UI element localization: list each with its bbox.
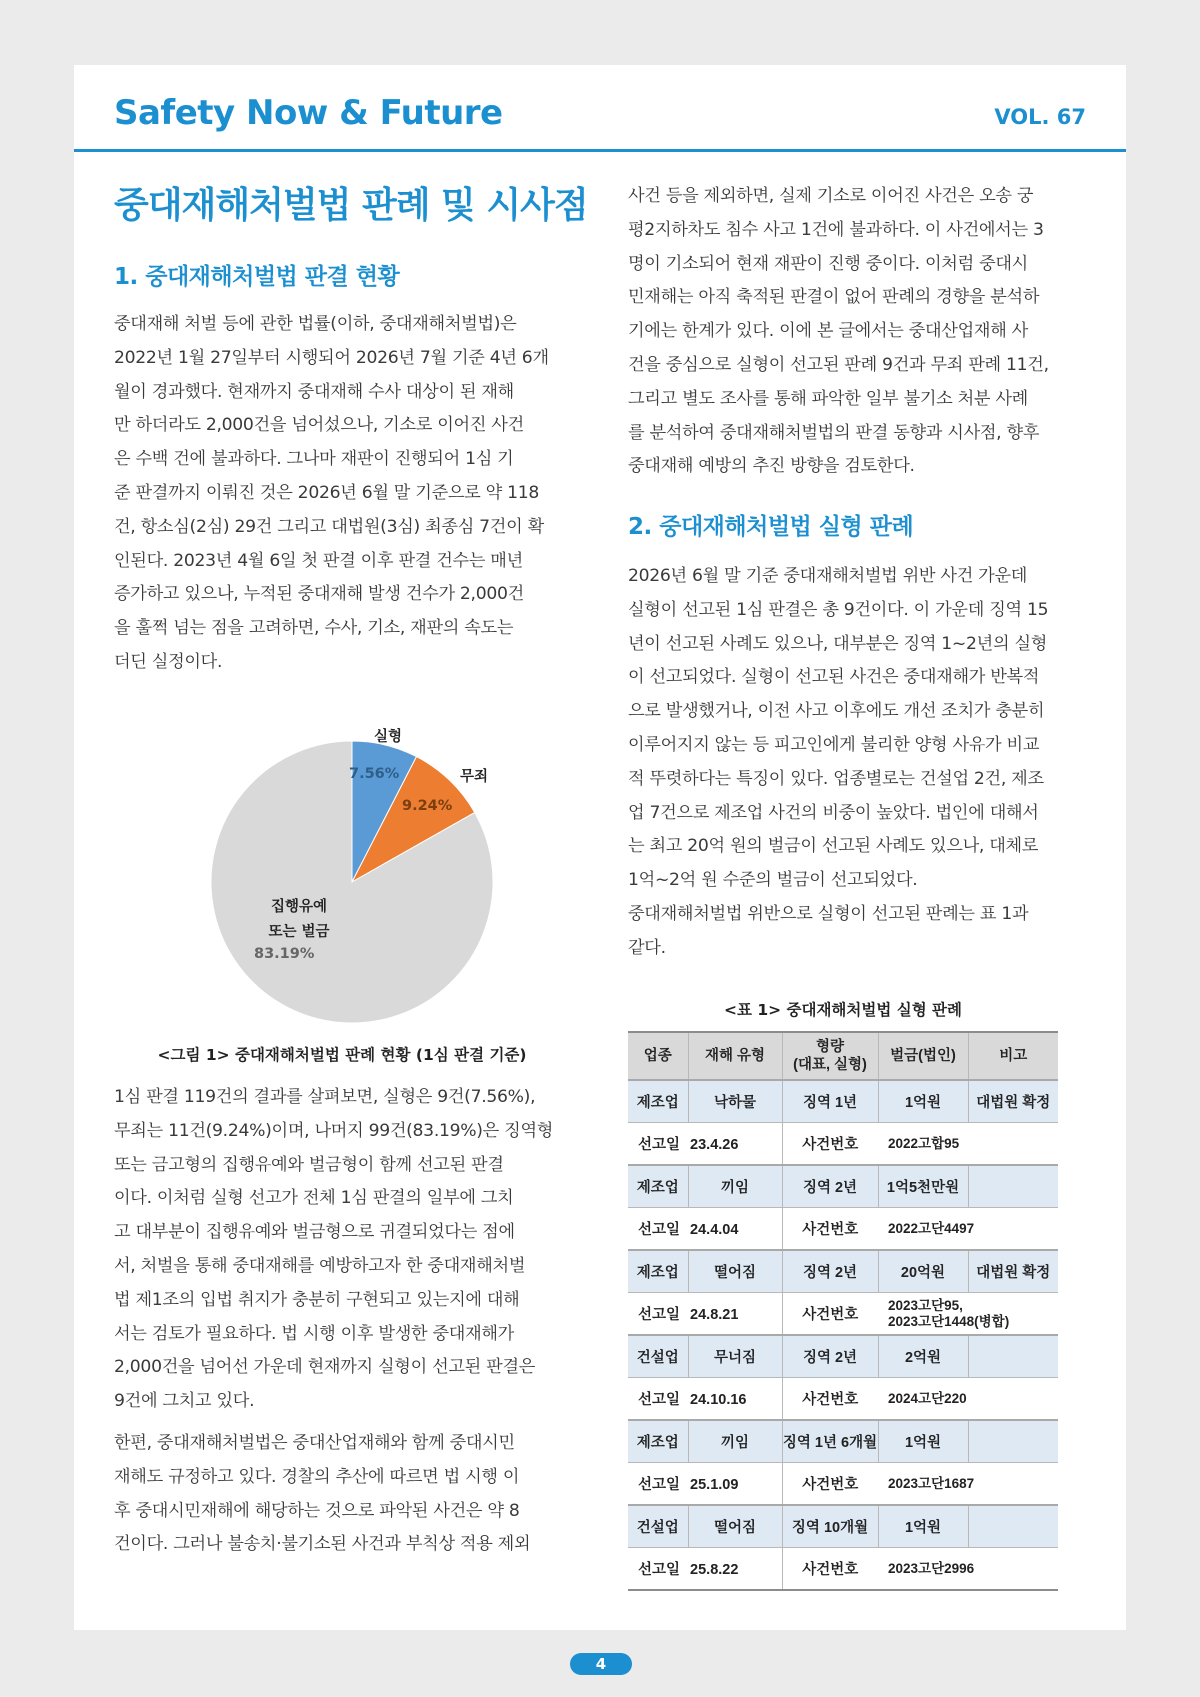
case-number-label: 사건번호 — [782, 1123, 878, 1166]
pie-label-silhyeong: 실형 — [374, 729, 403, 745]
text-line: 더딘 실정이다. — [114, 651, 223, 672]
table-header-cell: 재해 유형 — [688, 1032, 782, 1080]
table-row — [628, 1335, 1058, 1378]
table-cell-fine: 1억원 — [878, 1080, 968, 1123]
article-title: 중대재해처벌법 판례 및 시사점 — [114, 185, 588, 226]
text-line: 업 7건으로 제조업 사건의 비중이 높았다. 법인에 대해서 — [628, 802, 1039, 823]
page-number: 4 — [570, 1653, 632, 1675]
magazine-title: Safety Now & Future — [114, 93, 503, 133]
case-number-cell: 2024고단220 — [878, 1378, 1058, 1421]
text-line: 무죄는 11건(9.24%)이며, 나머지 99건(83.19%)은 징역형 — [114, 1120, 554, 1141]
table-cell-type: 떨어짐 — [688, 1250, 782, 1293]
table-row — [628, 1080, 1058, 1123]
text-line: 만 하더라도 2,000건을 넘어섰으나, 기소로 이어진 사건 — [114, 415, 524, 436]
text-line: 건을 중심으로 실형이 선고된 판례 9건과 무죄 판례 11건, — [628, 354, 1049, 375]
table-cell-industry: 건설업 — [628, 1335, 688, 1378]
case-number-cell: 2022고합95 — [878, 1123, 1058, 1166]
text-line: 을 훌쩍 넘는 점을 고려하면, 수사, 기소, 재판의 속도는 — [114, 618, 514, 639]
sentence-date-cell: 선고일 24.10.16 — [628, 1378, 782, 1421]
paragraph-intro — [114, 308, 570, 680]
table-cell-type: 떨어짐 — [688, 1505, 782, 1548]
table-cell-sentence: 징역 2년 — [782, 1250, 878, 1293]
pie-pct-muje: 9.24% — [402, 798, 453, 814]
text-line: 은 수백 건에 불과하다. 그나마 재판이 진행되어 1심 기 — [114, 449, 514, 470]
table-cell-industry: 제조업 — [628, 1250, 688, 1293]
paragraph-results — [114, 1081, 570, 1419]
table-cell-note: 대법원 확정 — [968, 1080, 1058, 1123]
text-line: 인된다. 2023년 4월 6일 첫 판결 이후 판결 건수는 매년 — [114, 550, 523, 571]
text-line: 또는 금고형의 집행유예와 벌금형이 함께 선고된 판결 — [114, 1154, 504, 1175]
table-caption: <표 1> 중대재해처벌법 실형 판례 — [723, 1001, 963, 1019]
paragraph-sentences — [628, 560, 1084, 966]
sentence-date-cell: 선고일 25.1.09 — [628, 1463, 782, 1506]
paragraph-continuation — [628, 180, 1084, 484]
table-row — [628, 1420, 1058, 1463]
text-line: 고 대부분이 집행유예와 벌금형으로 귀결되었다는 점에 — [114, 1222, 515, 1243]
text-line: 중대재해 예방의 추진 방향을 검토한다. — [628, 456, 915, 477]
sentence-table — [628, 1031, 1058, 1591]
table-header-cell: 업종 — [628, 1032, 688, 1080]
figure-caption: <그림 1> 중대재해처벌법 판례 현황 (1심 판결 기준) — [157, 1046, 527, 1064]
text-line: 재해도 규정하고 있다. 경찰의 추산에 따르면 법 시행 이 — [114, 1466, 520, 1487]
text-line: 명이 기소되어 현재 재판이 진행 중이다. 이처럼 중대시 — [628, 253, 1028, 274]
sentence-date-cell: 선고일 24.8.21 — [628, 1293, 782, 1336]
table-cell-note — [968, 1505, 1058, 1548]
text-line: 1억~2억 원 수준의 벌금이 선고되었다. — [628, 870, 918, 891]
paragraph-civil — [114, 1427, 570, 1562]
text-line: 는 최고 20억 원의 벌금이 선고된 사례도 있으나, 대체로 — [628, 836, 1039, 857]
table-header-cell: 벌금(법인) — [878, 1032, 968, 1080]
table-detail-row — [628, 1548, 1058, 1591]
case-number-cell: 2023고단2996 — [878, 1548, 1058, 1591]
case-number-label: 사건번호 — [782, 1548, 878, 1591]
text-line: 이 선고되었다. 실형이 선고된 사건은 중대재해가 반복적 — [628, 667, 1040, 688]
table-header-cell: 비고 — [968, 1032, 1058, 1080]
text-line: 법 제1조의 입법 취지가 충분히 구현되고 있는지에 대해 — [114, 1289, 520, 1310]
table-cell-note — [968, 1165, 1058, 1208]
table-cell-fine: 2억원 — [878, 1335, 968, 1378]
table-cell-industry: 제조업 — [628, 1080, 688, 1123]
table-cell-fine: 20억원 — [878, 1250, 968, 1293]
case-number-label: 사건번호 — [782, 1208, 878, 1251]
pie-label-suspended: 집행유예 또는 벌금 — [268, 899, 330, 940]
text-line: 민재해는 아직 축적된 판결이 없어 판례의 경향을 분석하 — [628, 287, 1040, 308]
volume-label: VOL. 67 — [994, 105, 1086, 129]
table-row — [628, 1505, 1058, 1548]
table-cell-type: 무너짐 — [688, 1335, 782, 1378]
text-line: 년이 선고된 사례도 있으나, 대부분은 징역 1~2년의 실형 — [628, 633, 1048, 654]
table-row — [628, 1165, 1058, 1208]
pie-label-muje: 무죄 — [460, 769, 489, 785]
table-detail-row — [628, 1378, 1058, 1421]
text-line: 2026년 6월 말 기준 중대재해처벌법 위반 사건 가운데 — [628, 566, 1028, 586]
pie-pct-suspended: 83.19% — [254, 946, 315, 962]
sentence-date-cell: 선고일 23.4.26 — [628, 1123, 782, 1166]
table-cell-fine: 1억원 — [878, 1505, 968, 1548]
header-divider — [74, 149, 1126, 152]
text-line: 같다. — [628, 937, 666, 958]
text-line: 건이다. 그러나 불송치·불기소된 사건과 부칙상 적용 제외 — [114, 1534, 531, 1555]
case-number-label: 사건번호 — [782, 1293, 878, 1336]
table-cell-industry: 제조업 — [628, 1165, 688, 1208]
section-2-heading: 2. 중대재해처벌법 실형 판례 — [628, 514, 914, 540]
text-line: 9건에 그치고 있다. — [114, 1391, 255, 1412]
case-number-cell: 2023고단95, 2023고단1448(병합) — [878, 1293, 1058, 1336]
text-line: 를 분석하여 중대재해처벌법의 판결 동향과 시사점, 향후 — [628, 422, 1040, 443]
table-cell-sentence: 징역 1년 — [782, 1080, 878, 1123]
sentence-date-cell: 선고일 24.4.04 — [628, 1208, 782, 1251]
text-line: 한편, 중대재해처벌법은 중대산업재해와 함께 중대시민 — [114, 1433, 515, 1453]
text-line: 으로 발생했거나, 이전 사고 이후에도 개선 조치가 충분히 — [628, 701, 1045, 722]
table-cell-type: 끼임 — [688, 1165, 782, 1208]
text-line: 그리고 별도 조사를 통해 파악한 일부 불기소 처분 사례 — [628, 388, 1028, 409]
table-detail-row — [628, 1123, 1058, 1166]
text-line: 1심 판결 119건의 결과를 살펴보면, 실형은 9건(7.56%), — [114, 1087, 536, 1107]
table-cell-type: 끼임 — [688, 1420, 782, 1463]
table-cell-industry: 제조업 — [628, 1420, 688, 1463]
text-line: 중대재해처벌법 위반으로 실형이 선고된 판례는 표 1과 — [628, 903, 1029, 924]
table-cell-sentence: 징역 10개월 — [782, 1505, 878, 1548]
text-line: 실형이 선고된 1심 판결은 총 9건이다. 이 가운데 징역 15 — [628, 599, 1049, 620]
text-line: 증가하고 있으나, 누적된 중대재해 발생 건수가 2,000건 — [114, 584, 524, 605]
table-cell-type: 낙하물 — [688, 1080, 782, 1123]
table-detail-row — [628, 1463, 1058, 1506]
case-number-cell: 2023고단1687 — [878, 1463, 1058, 1506]
case-number-label: 사건번호 — [782, 1463, 878, 1506]
page — [74, 65, 1126, 1630]
table-cell-sentence: 징역 1년 6개월 — [782, 1420, 878, 1463]
text-line: 이루어지지 않는 등 피고인에게 불리한 양형 사유가 비교 — [628, 734, 1040, 755]
text-line: 평2지하차도 침수 사고 1건에 불과하다. 이 사건에서는 3 — [628, 219, 1044, 240]
pie-pct-silhyeong: 7.56% — [349, 766, 400, 782]
table-cell-note — [968, 1420, 1058, 1463]
table-cell-fine: 1억5천만원 — [878, 1165, 968, 1208]
text-line: 2022년 1월 27일부터 시행되어 2026년 7월 기준 4년 6개 — [114, 347, 549, 368]
sentence-date-cell: 선고일 25.8.22 — [628, 1548, 782, 1591]
table-detail-row — [628, 1293, 1058, 1336]
text-line: 2,000건을 넘어선 가운데 현재까지 실형이 선고된 판결은 — [114, 1357, 536, 1378]
table-cell-sentence: 징역 2년 — [782, 1165, 878, 1208]
text-line: 적 뚜렷하다는 특징이 있다. 업종별로는 건설업 2건, 제조 — [628, 768, 1044, 789]
table-cell-note: 대법원 확정 — [968, 1250, 1058, 1293]
text-line: 서, 처벌을 통해 중대재해를 예방하고자 한 중대재해처벌 — [114, 1255, 526, 1276]
text-line: 기에는 한계가 있다. 이에 본 글에서는 중대산업재해 사 — [628, 321, 1028, 342]
table-cell-industry: 건설업 — [628, 1505, 688, 1548]
case-number-label: 사건번호 — [782, 1378, 878, 1421]
table-header-cell: 형량 (대표, 실형) — [782, 1032, 878, 1080]
table-row — [628, 1250, 1058, 1293]
table-cell-fine: 1억원 — [878, 1420, 968, 1463]
table-cell-sentence: 징역 2년 — [782, 1335, 878, 1378]
table-cell-note — [968, 1335, 1058, 1378]
section-1-heading: 1. 중대재해처벌법 판결 현황 — [114, 264, 400, 290]
text-line: 사건 등을 제외하면, 실제 기소로 이어진 사건은 오송 궁 — [628, 186, 1034, 206]
text-line: 서는 검토가 필요하다. 법 시행 이후 발생한 중대재해가 — [114, 1323, 514, 1344]
case-number-cell: 2022고단4497 — [878, 1208, 1058, 1251]
table-detail-row — [628, 1208, 1058, 1251]
text-line: 이다. 이처럼 실형 선고가 전체 1심 판결의 일부에 그치 — [114, 1188, 514, 1209]
text-line: 후 중대시민재해에 해당하는 것으로 파악된 사건은 약 8 — [114, 1500, 520, 1521]
text-line: 건, 항소심(2심) 29건 그리고 대법원(3심) 최종심 7건이 확 — [114, 516, 544, 537]
text-line: 중대재해 처벌 등에 관한 법률(이하, 중대재해처벌법)은 — [114, 314, 517, 334]
text-line: 월이 경과했다. 현재까지 중대재해 수사 대상이 된 재해 — [114, 381, 514, 402]
text-line: 준 판결까지 이뤄진 것은 2026년 6월 말 기준으로 약 118 — [114, 482, 540, 503]
